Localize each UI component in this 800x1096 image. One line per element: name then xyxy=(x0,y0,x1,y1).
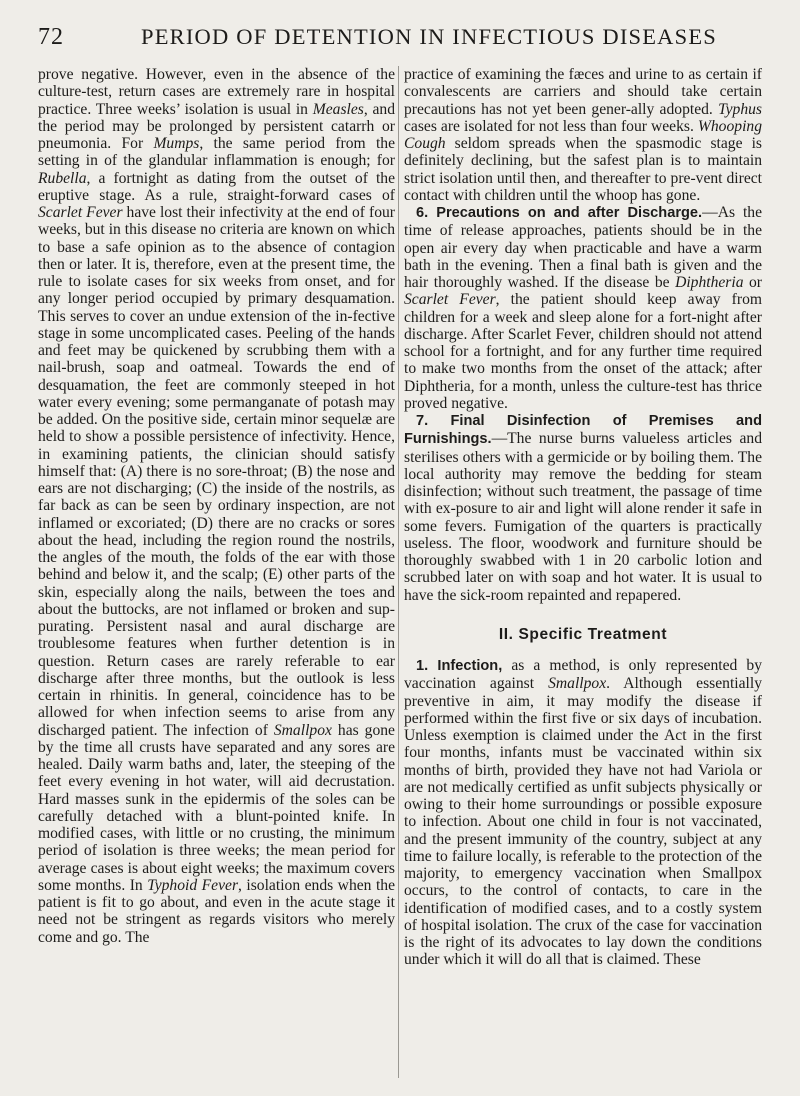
paragraph-detention-periods: prove negative. However, even in the absence of the culture-test, return cases are extremely rare in hospital practice. Three weeks’ isolation is usual in Measles, and the period may be prolonged by persistent catarrh or pneumonia. For Mumps, the same period from the setting in of the glandular inflammation is enough; for Rubella, a fortnight as dating from the outset of the eruptive stage. As a rule, straight-forward cases of Scarlet Fever have lost their infectivity at the end of four weeks, but in this disease no criteria are known on which to base a safe opinion as to the absence of contagion then or later. It is, therefore, even at the present time, the rule to isolate cases for six weeks from onset, and for any longer period occupied by primary desquamation. This serves to cover an undue extension of the in-fective stage in some uncomplicated cases. Peeling of the hands and feet may be quickened by scrubbing them with a nail-brush, soap and oatmeal. Towards the end of desquamation, the feet are commonly steeped in hot water every evening; some permanganate of potash may be added. On the positive side, certain minor sequelæ are held to show a possible persistence of infectivity. Hence, in examining patients, the clinician should satisfy himself that: (A) there is no sore-throat; (B) the nose and ears are not discharging; (C) the inside of the nostrils, as far back as can be seen by ordinary inspection, are not inflamed or excoriated; (D) there are no cracks or sores about the head, including the region round the nostrils, the angles of the mouth, the folds of the ear with those behind and below it, and the scalp; (E) other parts of the skin, especially along the nails, between the toes and about the buttocks, are not inflamed or broken and sup-purating. Persistent nasal and aural discharge are troublesome features when further detention is in question. Return cases are rarely referable to ear discharge after three months, but the outlook is less certain in rhinitis. In general, coincidence has to be allowed for when infection seems to arise from any discharged patient. The infection of Smallpox has gone by the time all crusts have separated and any sores are healed. Daily warm baths and, later, the steeping of the feet every evening in hot water, will aid decrustation. Hard masses sunk in the epidermis of the soles can be carefully detached with a blunt-pointed knife. In modified cases, with little or no crusting, the minimum period of isolation is three weeks; the mean period for average cases is about eight weeks; the maximum covers some months. In Typhoid Fever, isolation ends when the patient is fit to go about, and even in the acute stage it need not be stringent as regards visitors who merely come and go. The xyxy=(38,66,396,946)
left-column xyxy=(38,66,395,946)
section-heading-specific-treatment: II. Specific Treatment xyxy=(498,625,668,643)
paragraph-infection-vaccination: 1. Infection, as a method, is only represented by vaccination against Smallpox. Although essentially preventive in aim, it may modify the disease if performed within the first five or six days of incubation. Unless exemption is claimed under the Act in the first four months, infants must be vaccinated within six months of birth, provided they have not had Variola or are not medically certified as unfit subjects physically or owing to their home surroundings or possible exposure to infection. About one child in four is not vaccinated, and the present immunity of the country, subject at any time to failure locally, is referable to the protection of the majority, to emergency vaccination when Smallpox occurs, to the control of contacts, to care in the identification of modified cases, and to a costly system of hospital isolation. The crux of the case for vaccination is the right of its advocates to lay down the conditions under which it will do all that is claimed. These xyxy=(404,657,763,969)
column-divider xyxy=(398,66,399,1078)
paragraph-final-disinfection: 7. Final Disinfection of Premises and Furnishings.—The nurse burns valueless articles and sterilises others with a germicide or by boiling them. The local authority may remove the bedding for steam disinfection; without such treatment, the passage of time with ex-posure to air and light will alone render it safe in some fevers. Fumigation of the quarters is practically useless. The floor, woodwork and furniture should be thoroughly swabbed with 1 in 20 carbolic lotion and scrubbed later on with soap and hot water. It is usual to have the sick-room repainted and repapered. xyxy=(404,413,762,604)
running-title: PERIOD OF DETENTION IN INFECTIOUS DISEASES xyxy=(140,24,718,49)
right-column xyxy=(404,66,762,969)
paragraph-typhus-whooping-cough: practice of examining the fæces and urine to as certain if convalescents are carriers and should take certain precautions has not yet been gener-ally adopted. Typhus cases are isolated for not less than four weeks. Whooping Cough seldom spreads when the spasmodic stage is definitely declining, but the safest plan is to maintain strict isolation until then, and thereafter to pre-vent direct contact with children until the whoop has gone. xyxy=(404,66,762,204)
page-number: 72 xyxy=(38,24,64,50)
paragraph-precautions-discharge: 6. Precautions on and after Discharge.—As the time of release approaches, patients should be in the open air every day when practicable and have a warm bath in the evening. Then a final bath is given and the hair thoroughly washed. If the disease be Diphtheria or Scarlet Fever, the patient should keep away from children for a week and sleep alone for a fort-night after discharge. After Scarlet Fever, children should not attend school for a fortnight, and for any further time required to make two months from the onset of the attack; after Diphtheria, for a month, unless the culture-test has thrice proved negative. xyxy=(404,204,763,412)
page-header xyxy=(38,24,760,58)
